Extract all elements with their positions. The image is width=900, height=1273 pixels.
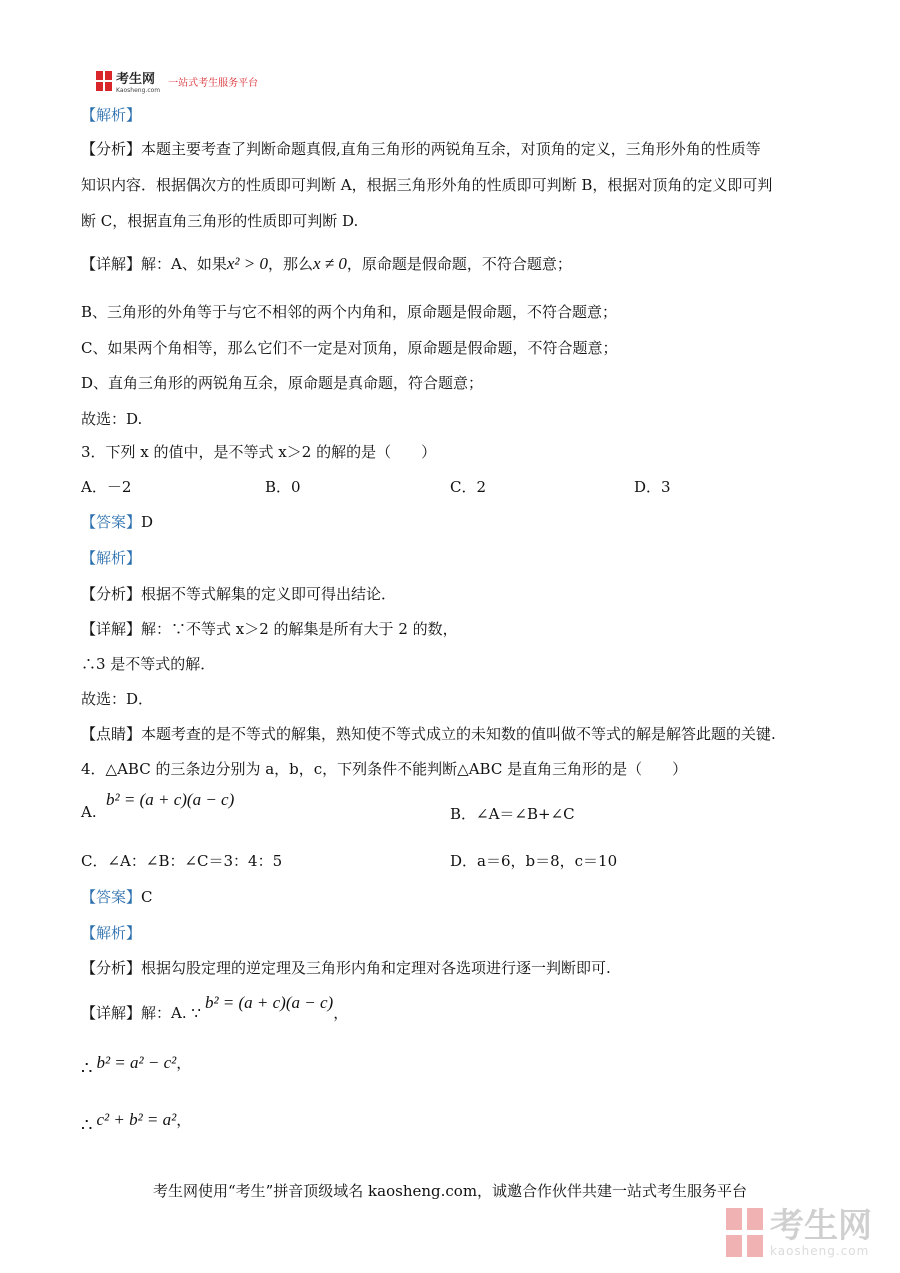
q4-xiangjie-line — [81, 993, 349, 1023]
q4-step-2 — [81, 1109, 192, 1136]
q2-xiangjie-tag: 【详解】 — [81, 255, 142, 273]
q3-therefore: ∴3 是不等式的解． — [81, 655, 216, 673]
q3-option-c: C．2 — [450, 478, 487, 496]
q2-fenxi-tag: 【分析】 — [81, 140, 142, 158]
kaosheng-logo-icon — [96, 71, 112, 91]
q4-jiexi-tag: 【解析】 — [81, 924, 142, 942]
q2-line-d: D、直角三角形的两锐角互余，原命题是真命题，符合题意； — [81, 374, 484, 392]
q2-xiangjie-a2: ，那么 — [267, 255, 313, 273]
q3-fenxi-tag: 【分析】 — [81, 585, 142, 603]
logo-brand: 考生网 — [116, 71, 156, 87]
q4-xiangjie-prefix: 解：A. ∵ — [141, 1004, 201, 1022]
q3-xiangjie-text: 解：∵不等式 x＞2 的解集是所有大于 2 的数， — [141, 620, 458, 638]
q2-xiangjie-a1: 解：A、如果 — [141, 255, 227, 273]
q4-option-d: D．a＝6，b＝8，c＝10 — [450, 852, 618, 870]
q2-jiexi-tag: 【解析】 — [81, 106, 142, 124]
footer-text: 考生网使用“考生”拼音顶级域名 kaosheng.com，诚邀合作伙伴共建一站式考生服务平台 — [152, 1182, 748, 1200]
watermark-text — [770, 1208, 872, 1258]
q2-xiangjie-a3: ，原命题是假命题，不符合题意； — [346, 255, 572, 273]
q4-option-a-math: b² = (a + c)(a − c) — [106, 790, 235, 809]
watermark-logo-icon — [726, 1208, 764, 1258]
q4-xiangjie-math: b² = (a + c)(a − c) — [204, 993, 334, 1012]
q3-answer-line — [81, 511, 153, 532]
q4-step-1-comma: ， — [176, 1054, 192, 1072]
q2-math-x-ne-0: x ≠ 0 — [313, 254, 347, 273]
q2-line-b: B、三角形的外角等于与它不相邻的两个内角和，原命题是假命题，不符合题意； — [81, 303, 618, 321]
q2-fenxi-text-1: 本题主要考查了判断命题真假,直角三角形的两锐角互余，对顶角的定义，三角形外角的性质等 — [141, 140, 761, 158]
q3-xiangjie-line — [81, 618, 458, 639]
q4-answer-tag: 【答案】 — [81, 888, 142, 906]
logo-domain: Kaosheng.com — [116, 86, 161, 94]
q4-option-a-label: A. — [81, 803, 97, 821]
q4-xiangjie-tag: 【详解】 — [81, 1004, 142, 1022]
q3-fenxi-line — [81, 583, 396, 604]
q3-dianjing-tag: 【点睛】 — [81, 725, 142, 743]
watermark-domain: kaosheng.com — [770, 1244, 870, 1258]
q3-option-a: A．－2 — [81, 478, 132, 496]
q4-answer: C — [141, 888, 153, 906]
q3-option-b: B．0 — [265, 478, 301, 496]
q3-xiangjie-tag: 【详解】 — [81, 620, 142, 638]
logo-slogan: 一站式考生服务平台 — [168, 77, 259, 89]
q4-option-b: B．∠A＝∠B+∠C — [450, 805, 575, 823]
q3-fenxi-text: 根据不等式解集的定义即可得出结论． — [141, 585, 397, 603]
q3-choice: 故选：D． — [81, 690, 154, 708]
q4-fenxi-text: 根据勾股定理的逆定理及三角形内角和定理对各选项进行逐一判断即可. — [141, 959, 611, 977]
q2-fenxi-line-2: 知识内容．根据偶次方的性质即可判断 A，根据三角形外角的性质即可判断 B，根据对顶角的定义即可判 — [81, 176, 773, 194]
q4-step-1-math: b² = a² − c² — [96, 1053, 177, 1072]
q3-jiexi-tag: 【解析】 — [81, 549, 142, 567]
q4-stem: 4．△ABC 的三条边分别为 a，b，c，下列条件不能判断△ABC 是直角三角形的是（ ） — [81, 760, 688, 778]
logo-text — [116, 69, 160, 94]
q4-step-1-therefore: ∴ — [81, 1058, 93, 1079]
q3-dianjing-line — [81, 723, 776, 744]
q4-option-c: C．∠A：∠B：∠C＝3：4：5 — [81, 852, 283, 870]
q4-fenxi-tag: 【分析】 — [81, 959, 142, 977]
q4-step-2-therefore: ∴ — [81, 1115, 93, 1136]
q2-xiangjie-line — [81, 253, 572, 274]
q2-fenxi-line-1 — [81, 138, 761, 159]
watermark-brand: 考生网 — [770, 1206, 872, 1246]
q4-answer-line — [81, 886, 153, 907]
q3-answer: D — [141, 513, 154, 531]
q4-step-2-comma: ， — [176, 1111, 192, 1129]
q4-xiangjie-comma: ， — [333, 1004, 349, 1022]
q4-step-1 — [81, 1052, 192, 1079]
q2-choice: 故选：D. — [81, 410, 143, 428]
q3-dianjing-text: 本题考查的是不等式的解集，熟知使不等式成立的未知数的值叫做不等式的解是解答此题的关键. — [141, 725, 776, 743]
q2-math-x-squared-gt-0: x² > 0 — [226, 254, 268, 273]
q4-fenxi-line — [81, 957, 611, 978]
q2-fenxi-line-3: 断 C，根据直角三角形的性质即可判断 D. — [81, 212, 359, 230]
q3-answer-tag: 【答案】 — [81, 513, 142, 531]
q2-line-c: C、如果两个角相等，那么它们不一定是对顶角，原命题是假命题，不符合题意； — [81, 339, 618, 357]
q3-option-d: D．3 — [634, 478, 671, 496]
q4-step-2-math: c² + b² = a² — [96, 1110, 177, 1129]
watermark — [726, 1208, 872, 1258]
header-logo — [96, 70, 258, 92]
q3-stem: 3．下列 x 的值中，是不等式 x＞2 的解的是（ ） — [81, 443, 437, 461]
